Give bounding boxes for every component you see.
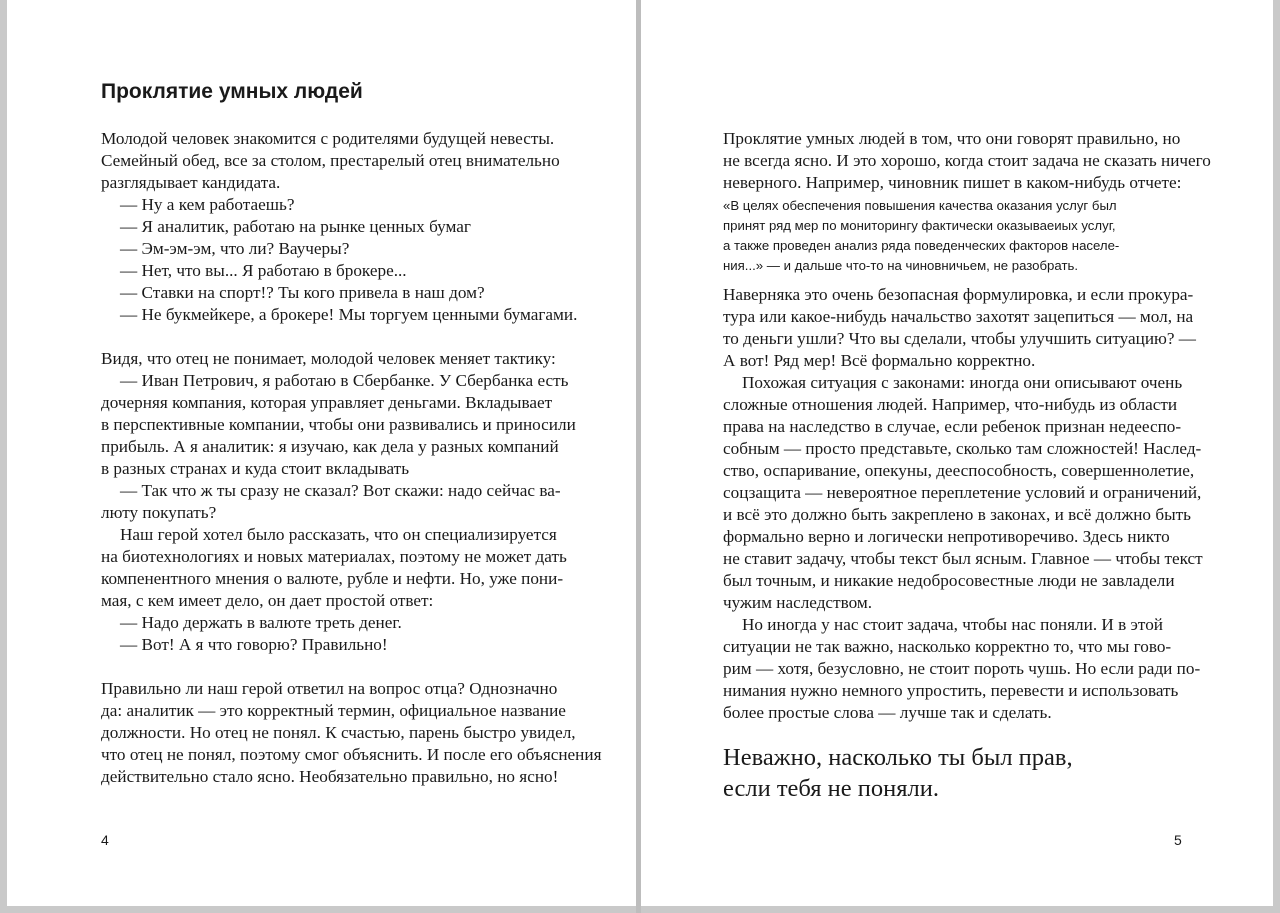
quote-line: а также проведен анализ ряда поведенческих факторов населе- xyxy=(723,238,1120,253)
text-line: был точным, и никакие недобросовестные люди не завладели xyxy=(723,571,1175,590)
text-line: Наш герой хотел было рассказать, что он специализируется xyxy=(120,525,557,544)
dialogue-line: — Надо держать в валюте треть денег. xyxy=(120,613,402,632)
dialogue-line: — Вот! А я что говорю? Правильно! xyxy=(120,635,388,654)
text-line: Семейный обед, все за столом, престарелый отец внимательно xyxy=(101,151,560,170)
text-line: дочерняя компания, которая управляет деньгами. Вкладывает xyxy=(101,393,553,412)
text-line: сложные отношения людей. Например, что-нибудь из области xyxy=(723,395,1178,414)
text-line: права на наследство в случае, если ребенок признан недееспо- xyxy=(723,417,1182,436)
dialogue-line: — Ну а кем работаешь? xyxy=(120,195,295,214)
text-line: Проклятие умных людей в том, что они говорят правильно, но xyxy=(723,129,1181,148)
text-line: А вот! Ряд мер! Всё формально корректно. xyxy=(723,351,1036,370)
text-line: Похожая ситуация с законами: иногда они описывают очень xyxy=(742,373,1183,392)
text-line: люту покупать? xyxy=(101,503,217,522)
text-line: мая, с кем имеет дело, он дает простой ответ: xyxy=(101,591,434,610)
dialogue-line: — Я аналитик, работаю на рынке ценных бумаг xyxy=(120,217,471,236)
text-line: не ставит задачу, чтобы текст был ясным. Главное — чтобы текст xyxy=(723,549,1203,568)
quote-line: «В целях обеспечения повышения качества оказания услуг был xyxy=(723,198,1117,213)
text-line: нимания нужно немного упростить, перевести и использовать xyxy=(723,681,1179,700)
text-line: собным — просто представьте, сколько там сложностей! Наслед- xyxy=(723,439,1202,458)
text-line: в разных странах и куда стоит вкладывать xyxy=(101,459,410,478)
text-line: компенентного мнения о валюте, рубле и нефти. Но, уже пони- xyxy=(101,569,564,588)
text-line: Наверняка это очень безопасная формулировка, и если прокура- xyxy=(723,285,1194,304)
text-line: ситуации не так важно, насколько корректно то, что мы гово- xyxy=(723,637,1172,656)
text-line: то деньги ушли? Что вы сделали, чтобы улучшить ситуацию? — xyxy=(723,329,1196,348)
page-number: 4 xyxy=(101,832,109,848)
chapter-heading: Проклятие умных людей xyxy=(101,80,363,103)
quote-line: ния...» — и дальше что-то на чиновничьем, не разобрать. xyxy=(723,258,1079,273)
text-line: более простые слова — лучше так и сделать. xyxy=(723,703,1052,722)
dialogue-line: — Эм-эм-эм, что ли? Ваучеры? xyxy=(120,239,350,258)
pull-quote-line: Неважно, насколько ты был прав, xyxy=(723,744,1073,771)
text-line: действительно стало ясно. Необязательно правильно, но ясно! xyxy=(101,767,559,786)
text-line: не всегда ясно. И это хорошо, когда стоит задача не сказать ничего xyxy=(723,151,1211,170)
text-line: Молодой человек знакомится с родителями будущей невесты. xyxy=(101,129,555,148)
dialogue-line: — Нет, что вы... Я работаю в брокере... xyxy=(120,261,407,280)
text-line: да: аналитик — это корректный термин, официальное название xyxy=(101,701,566,720)
dialogue-line: — Так что ж ты сразу не сказал? Вот скажи: надо сейчас ва- xyxy=(120,481,561,500)
pull-quote-line: если тебя не поняли. xyxy=(723,775,939,802)
right-page xyxy=(641,0,1273,906)
page-number: 5 xyxy=(1174,832,1182,848)
text-line: в перспективные компании, чтобы они развивались и приносили xyxy=(101,415,576,434)
dialogue-line: — Ставки на спорт!? Ты кого привела в наш дом? xyxy=(120,283,485,302)
text-line: неверного. Например, чиновник пишет в каком-нибудь отчете: xyxy=(723,173,1182,192)
text-line: и всё это должно быть закреплено в законах, и всё должно быть xyxy=(723,505,1191,524)
dialogue-line: — Не букмейкере, а брокере! Мы торгуем ценными бумагами. xyxy=(120,305,578,324)
text-line: соцзащита — невероятное переплетение условий и ограничений, xyxy=(723,483,1202,502)
left-page xyxy=(7,0,636,906)
text-line: формально верно и логически непротиворечиво. Здесь никто xyxy=(723,527,1170,546)
text-line: ство, оспаривание, опекуны, дееспособность, совершеннолетие, xyxy=(723,461,1195,480)
text-line: Правильно ли наш герой ответил на вопрос отца? Однозначно xyxy=(101,679,558,698)
dialogue-line: — Иван Петрович, я работаю в Сбербанке. У Сбербанка есть xyxy=(120,371,569,390)
text-line: тура или какое-нибудь начальство захотят зацепиться — мол, на xyxy=(723,307,1194,326)
text-line: чужим наследством. xyxy=(723,593,873,612)
text-line: должности. Но отец не понял. К счастью, парень быстро увидел, xyxy=(101,723,576,742)
text-line: разглядывает кандидата. xyxy=(101,173,281,192)
text-line: рим — хотя, безусловно, не стоит пороть чушь. Но если ради по- xyxy=(723,659,1201,678)
quote-line: принят ряд мер по мониторингу фактически оказываеиых услуг, xyxy=(723,218,1116,233)
text-line: Видя, что отец не понимает, молодой человек меняет тактику: xyxy=(101,349,556,368)
text-line: Но иногда у нас стоит задача, чтобы нас поняли. И в этой xyxy=(742,615,1163,634)
text-line: на биотехнологиях и новых материалах, поэтому не может дать xyxy=(101,547,567,566)
text-line: что отец не понял, поэтому смог объяснить. И после его объяснения xyxy=(101,745,602,764)
text-line: прибыль. А я аналитик: я изучаю, как дела у разных компаний xyxy=(101,437,559,456)
